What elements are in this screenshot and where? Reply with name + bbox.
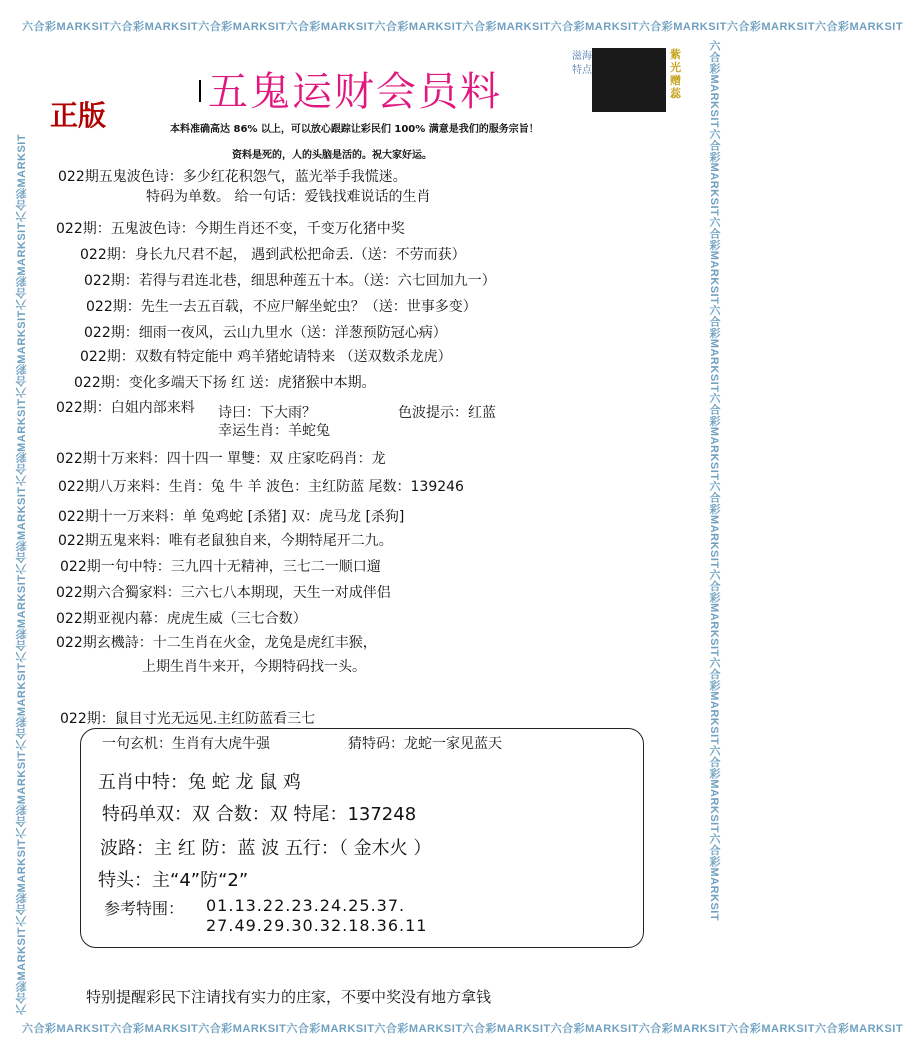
border-left: 六合彩MARKSIT六合彩MARKSIT六合彩MARKSIT六合彩MARKSIT六合彩MARKSIT六合彩MARKSIT六合彩MARKSIT六合彩MARKSIT六合彩MARKSIT六合彩MARKSIT [16,133,28,1015]
line-10: 022期：白姐内部来料 [56,400,195,416]
qr-left-text: 滋海特点 [572,51,592,76]
line-8: 022期：双数有特定能中 鸡羊猪蛇请特来 （送双数杀龙虎） [80,349,452,365]
line-2: 特码为单数。 给一句话：爱钱找难说话的生肖 [146,189,431,205]
line-13: 幸运生肖：羊蛇兔 [218,423,330,439]
line-20: 022期亚视内幕：虎虎生威（三七合数） [56,611,307,627]
line-11: 诗曰：下大雨？ [218,405,316,421]
slogan-2: 资料是死的，人的头脑是活的。祝大家好运。 [232,150,432,161]
qr-code-image [592,48,666,112]
box-riddle: 一句玄机：生肖有大虎牛强 [102,736,270,752]
box-guess: 猜特码：龙蛇一家见蓝天 [348,736,502,752]
line-14: 022期十万来料：四十四一 單雙：双 庄家吃码肖：龙 [56,451,386,467]
line-7: 022期：细雨一夜风，云山九里水（送：洋葱预防冠心病） [84,325,447,341]
box-wave: 波路：主 红 防：蓝 波 五行：（ 金木火 ） [100,838,432,859]
box-ref-label: 参考特围： [104,899,185,918]
title-bar [199,80,201,102]
box-ref-1: 01.13.22.23.24.25.37. [206,896,406,915]
line-19: 022期六合獨家料：三六七八本期现，天生一对成伴侣 [56,585,391,601]
line-3: 022期：五鬼波色诗：今期生肖还不变，千变万化猪中奖 [56,221,405,237]
line-9: 022期：变化多端天下扬 红 送：虎猪猴中本期。 [74,375,376,391]
box-odd-even: 特码单双：双 合数：双 特尾：137248 [102,804,417,825]
box-ref-2: 27.49.29.30.32.18.36.11 [206,916,428,935]
line-22: 上期生肖牛来开，今期特码找一头。 [142,659,366,675]
line-23: 022期：鼠目寸光无远见.主红防蓝看三七 [60,711,316,727]
qr-right-text: 紫光赠蕊 [670,48,681,100]
line-5: 022期：若得与君连北巷，细思种莲五十本。（送：六七回加九一） [84,273,496,289]
line-4: 022期：身长九尺君不起， 遇到武松把命丢.（送：不劳而获） [80,247,466,263]
line-6: 022期：先生一去五百载，不应尸解坐蛇虫？（送：世事多变） [86,299,477,315]
line-15: 022期八万来料：生肖：兔 牛 羊 波色：主红防蓝 尾数：139246 [58,479,464,495]
line-18: 022期一句中特：三九四十无精神，三七二一顺口遛 [60,559,381,575]
box-head: 特头：主“4”防“2” [98,870,249,891]
line-21: 022期玄機詩：十二生肖在火金，龙兔是虎红丰猴， [56,635,377,651]
line-16: 022期十一万来料：单 兔鸡蛇 [杀猪] 双：虎马龙 [杀狗] [58,509,405,525]
line-12: 色波提示：红蓝 [398,405,496,421]
page-title: 五鬼运财会员料 [208,69,502,115]
box-five-zodiac: 五肖中特：兔 蛇 龙 鼠 鸡 [98,772,301,793]
edition-label: 正版 [50,99,107,132]
border-top: 六合彩MARKSIT六合彩MARKSIT六合彩MARKSIT六合彩MARKSIT六合彩MARKSIT六合彩MARKSIT六合彩MARKSIT六合彩MARKSIT六合彩MARKSIT六合彩MARKSIT [22,21,903,33]
footer-note: 特别提醒彩民下注请找有实力的庄家，不要中奖没有地方拿钱 [86,988,492,1006]
border-bottom: 六合彩MARKSIT六合彩MARKSIT六合彩MARKSIT六合彩MARKSIT六合彩MARKSIT六合彩MARKSIT六合彩MARKSIT六合彩MARKSIT六合彩MARKSIT六合彩MARKSIT [22,1023,903,1035]
line-1: 022期五鬼波色诗：多少红花积怨气，蓝光举手我慌迷。 [58,169,407,185]
slogan-1: 本料准确高达 86% 以上，可以放心跟踪让彩民们 100% 满意是我们的服务宗旨！ [170,124,539,135]
border-right: 六合彩MARKSIT六合彩MARKSIT六合彩MARKSIT六合彩MARKSIT六合彩MARKSIT六合彩MARKSIT六合彩MARKSIT六合彩MARKSIT六合彩MARKSIT六合彩MARKSIT [708,40,720,922]
line-17: 022期五鬼来料：唯有老鼠独自来，今期特尾开二九。 [58,533,393,549]
